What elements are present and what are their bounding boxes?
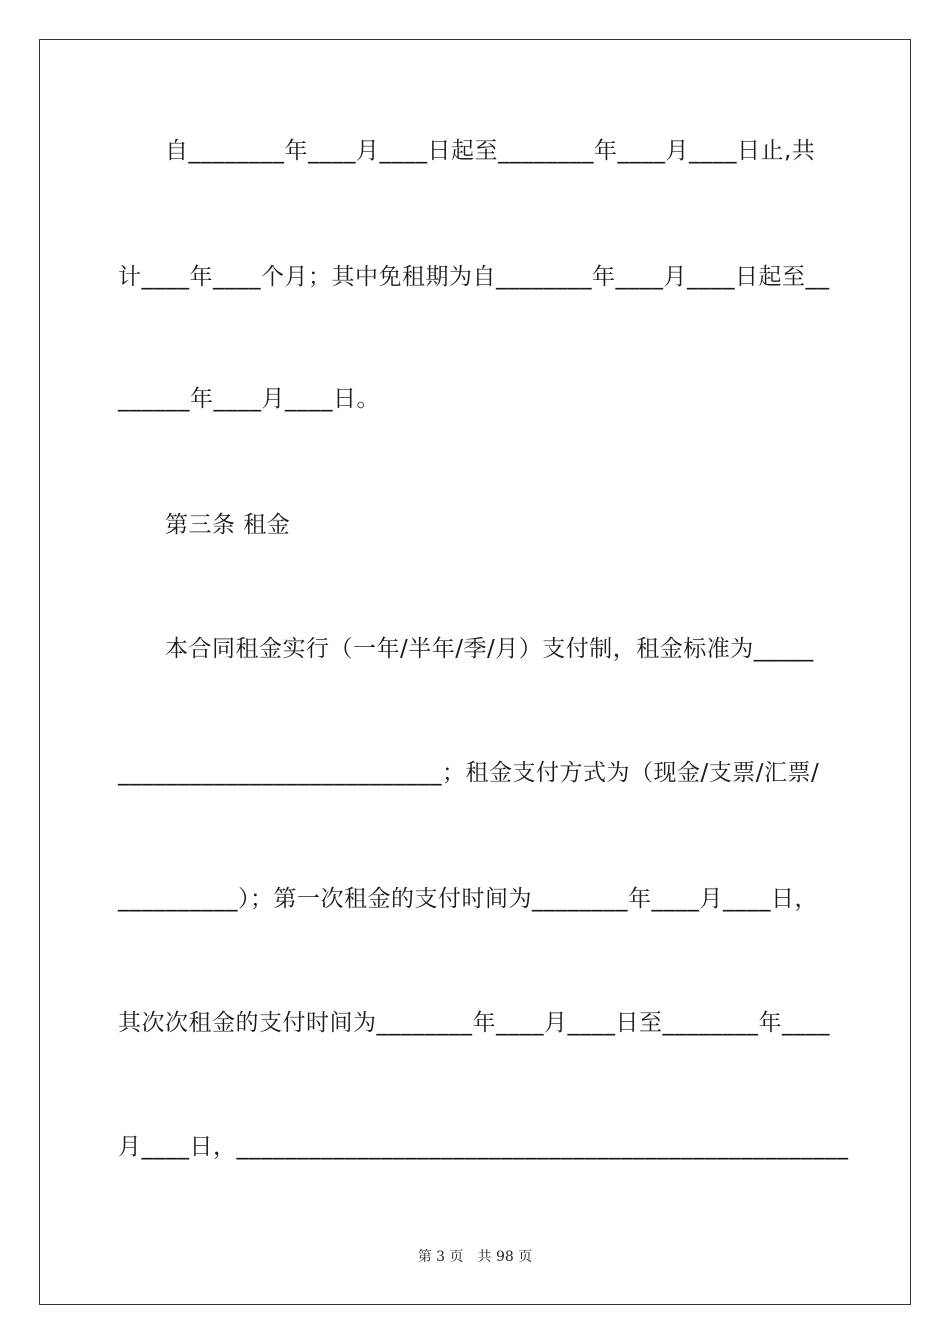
text-line-5: 本合同租金实行（一年/半年/季/月）支付制，租金标准为_____ [165,636,814,662]
text-line-9: 月____日，___________________________________________________ [118,1134,849,1160]
page-border [39,39,911,1305]
section-heading: 第三条 租金 [165,512,291,538]
text-line-8: 其次次租金的支付时间为________年____月____日至________年____ [118,1010,830,1036]
page-number: 第 3 页 共 98 页 [417,1249,533,1265]
text-line-2: 计____年____个月；其中免租期为自________年____月____日起至__ [118,264,830,290]
text-line-6: ___________________________；租金支付方式为（现金/支票/汇票/ [118,760,820,786]
text-line-1: 自________年____月____日起至________年____月____日止,共 [165,138,816,164]
text-line-3: ______年____月____日。 [118,386,380,412]
text-line-7: __________）；第一次租金的支付时间为________年____月____日， [118,886,818,912]
